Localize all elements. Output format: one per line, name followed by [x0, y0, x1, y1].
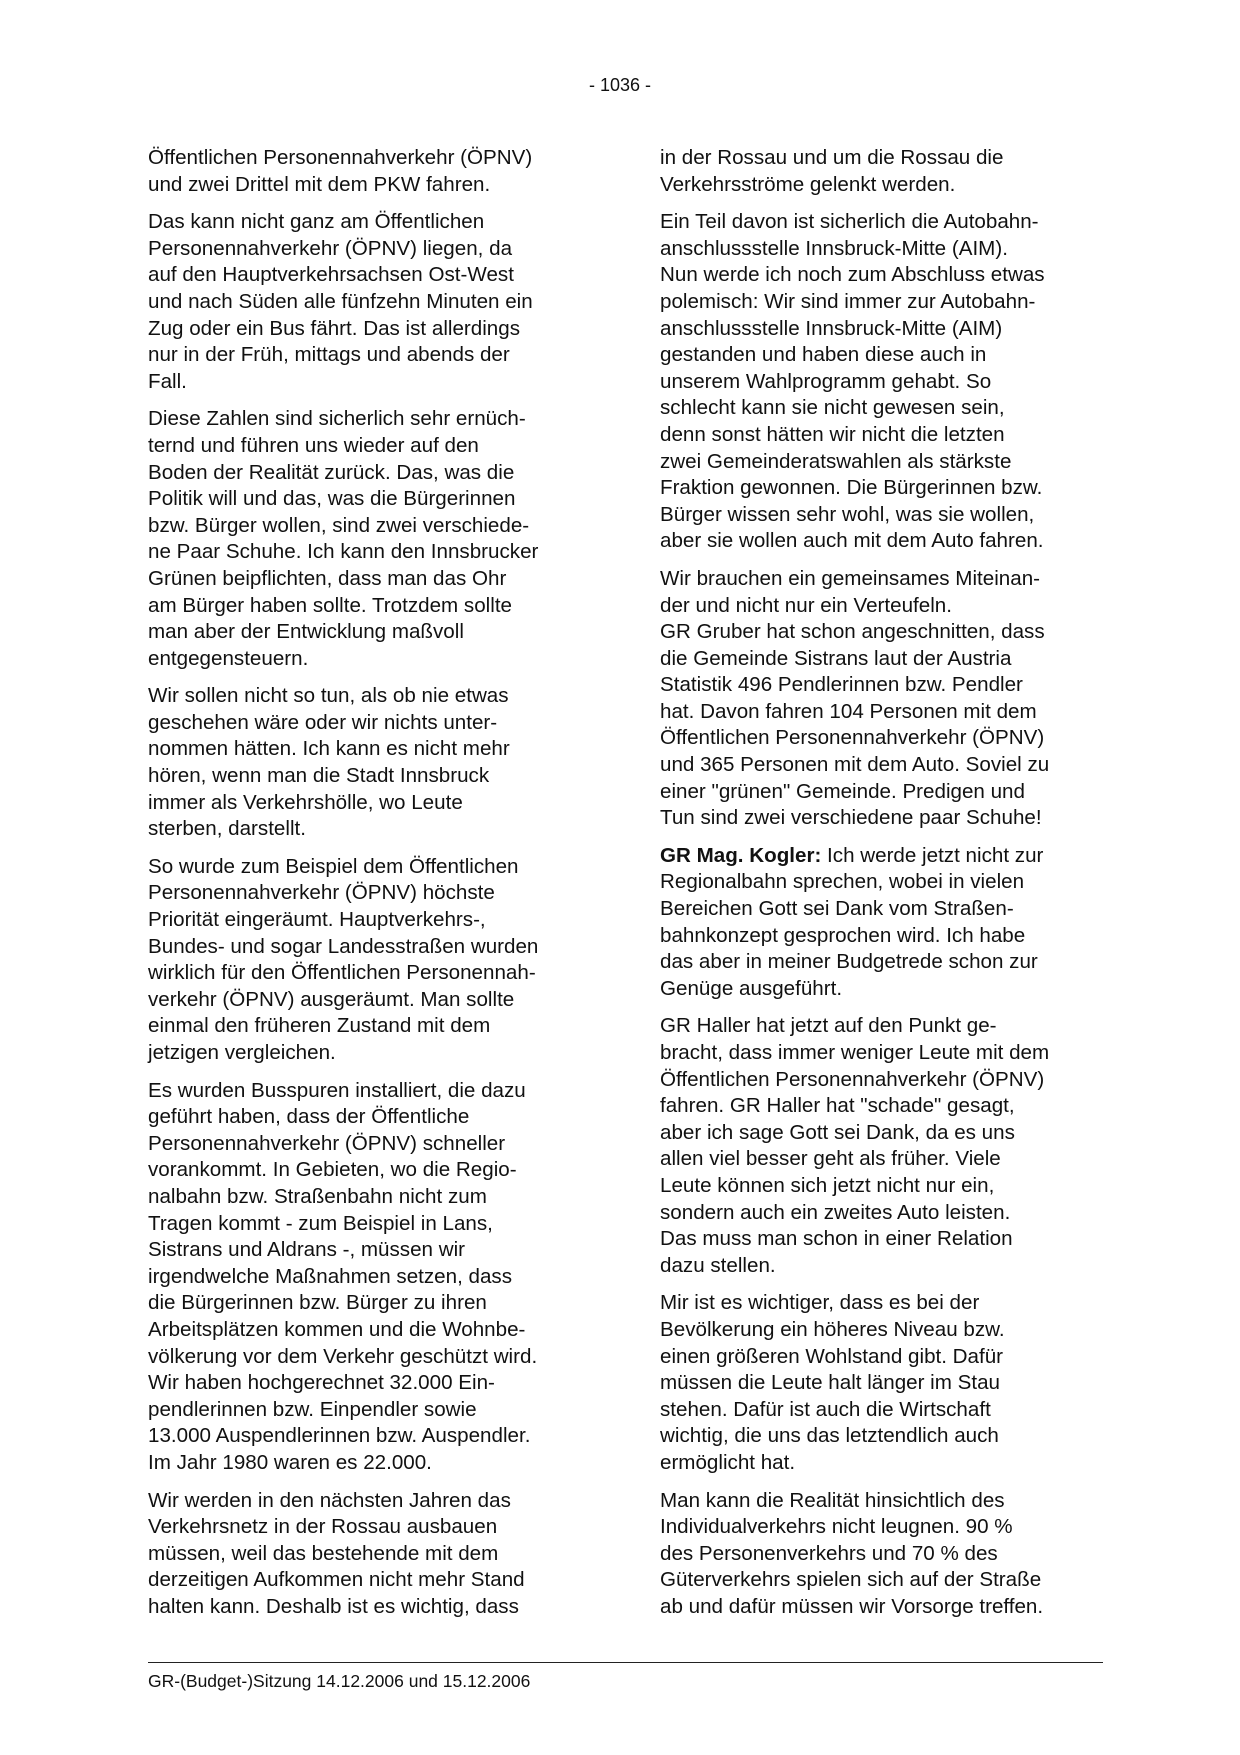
paragraph-line: Öffentlichen Personennahverkehr (ÖPNV) [660, 1067, 1045, 1091]
paragraph [660, 1290, 1104, 1476]
paragraph-line: Man kann die Realität hinsichtlich des [660, 1488, 1005, 1512]
paragraph [148, 1488, 590, 1621]
paragraph-line: Diese Zahlen sind sicherlich sehr ernüch- [148, 407, 526, 431]
paragraph-line: GR Haller hat jetzt auf den Punkt ge- [660, 1014, 997, 1038]
paragraph-line: gestanden und haben diese auch in [660, 343, 987, 367]
paragraph-line: anschlussstelle Innsbruck-Mitte (AIM) [660, 316, 1003, 340]
paragraph-line: unserem Wahlprogramm gehabt. So [660, 369, 992, 393]
paragraph-line: Bundes- und sogar Landesstraßen wurden [148, 934, 539, 958]
paragraph-line: Nun werde ich noch zum Abschluss etwas [660, 263, 1045, 287]
paragraph-line: Wir haben hochgerechnet 32.000 Ein- [148, 1371, 495, 1395]
paragraph-line: jetzigen vergleichen. [148, 1041, 336, 1064]
paragraph-line: fahren. GR Haller hat "schade" gesagt, [660, 1094, 1015, 1118]
paragraph-line: hören, wenn man die Stadt Innsbruck [148, 764, 490, 788]
paragraph-line: Bevölkerung ein höheres Niveau bzw. [660, 1317, 1005, 1341]
paragraph-line: Politik will und das, was die Bürgerinnen [148, 487, 516, 511]
footer-divider [148, 1662, 1103, 1663]
paragraph-line: Mir ist es wichtiger, dass es bei der [660, 1291, 980, 1315]
paragraph-line: stehen. Dafür ist auch die Wirtschaft [660, 1397, 991, 1421]
paragraph-line: Sistrans und Aldrans -, müssen wir [148, 1238, 466, 1262]
paragraph-line: Grünen beipflichten, dass man das Ohr [148, 566, 507, 590]
paragraph-line: Personennahverkehr (ÖPNV) liegen, da [148, 236, 513, 260]
paragraph-line: in der Rossau und um die Rossau die [660, 146, 1004, 169]
paragraph-line: Verkehrsströme gelenkt werden. [660, 172, 956, 196]
paragraph-line: Das kann nicht ganz am Öffentlichen [148, 210, 485, 234]
paragraph-line: Fall. [148, 369, 187, 393]
paragraph-line: Öffentlichen Personennahverkehr (ÖPNV) [660, 726, 1045, 750]
paragraph-line: nommen hätten. Ich kann es nicht mehr [148, 737, 510, 761]
paragraph-line: nalbahn bzw. Straßenbahn nicht zum [148, 1184, 487, 1208]
paragraph [660, 566, 1104, 832]
paragraph-line: einmal den früheren Zustand mit dem [148, 1014, 491, 1038]
paragraph-line: man aber der Entwicklung maßvoll [148, 620, 464, 644]
right-text-column [660, 145, 1104, 1631]
paragraph-line: Bereichen Gott sei Dank vom Straßen- [660, 897, 1014, 921]
paragraph [660, 1013, 1104, 1279]
paragraph-line: GR Gruber hat schon angeschnitten, dass [660, 620, 1045, 644]
paragraph-line: die Gemeinde Sistrans laut der Austria [660, 646, 1012, 670]
paragraph-line: halten kann. Deshalb ist es wichtig, dass [148, 1594, 519, 1618]
paragraph-line: wichtig, die uns das letztendlich auch [660, 1424, 999, 1448]
paragraph-line: geführt haben, dass der Öffentliche [148, 1105, 470, 1129]
paragraph-line: Das muss man schon in einer Relation [660, 1227, 1013, 1251]
paragraph-line: geschehen wäre oder wir nichts unter- [148, 710, 498, 734]
paragraph-line: völkerung vor dem Verkehr geschützt wird. [148, 1344, 538, 1368]
paragraph-line: Güterverkehrs spielen sich auf der Straße [660, 1568, 1042, 1592]
paragraph-line: entgegensteuern. [148, 646, 309, 670]
paragraph-line: die Bürgerinnen bzw. Bürger zu ihren [148, 1291, 487, 1315]
paragraph-line: und zwei Drittel mit dem PKW fahren. [148, 172, 491, 196]
paragraph-line: immer als Verkehrshölle, wo Leute [148, 790, 463, 814]
paragraph-line: anschlussstelle Innsbruck-Mitte (AIM). [660, 236, 1008, 260]
paragraph-line: sondern auch ein zweites Auto leisten. [660, 1200, 1011, 1224]
paragraph-line: hat. Davon fahren 104 Personen mit dem [660, 699, 1037, 723]
paragraph [148, 145, 590, 198]
paragraph-line: polemisch: Wir sind immer zur Autobahn- [660, 289, 1036, 313]
paragraph-line: Zug oder ein Bus fährt. Das ist allerdings [148, 316, 521, 340]
paragraph-line: derzeitigen Aufkommen nicht mehr Stand [148, 1568, 525, 1592]
paragraph-line: Fraktion gewonnen. Die Bürgerinnen bzw. [660, 476, 1043, 500]
paragraph-line: des Personenverkehrs und 70 % des [660, 1541, 998, 1565]
paragraph-line: Bürger wissen sehr wohl, was sie wollen, [660, 502, 1035, 526]
paragraph-line: ne Paar Schuhe. Ich kann den Innsbrucker [148, 540, 539, 564]
paragraph-line: Individualverkehrs nicht leugnen. 90 % [660, 1515, 1013, 1539]
paragraph-line: allen viel besser geht als früher. Viele [660, 1147, 1001, 1171]
paragraph-line: aber sie wollen auch mit dem Auto fahren. [660, 529, 1044, 553]
paragraph-line: vorankommt. In Gebieten, wo die Regio- [148, 1158, 517, 1182]
paragraph-line: Priorität eingeräumt. Hauptverkehrs-, [148, 908, 486, 932]
paragraph [148, 406, 590, 672]
paragraph-line: das aber in meiner Budgetrede schon zur [660, 950, 1038, 974]
paragraph-line: Wir sollen nicht so tun, als ob nie etwas [148, 684, 509, 708]
paragraph-line: Boden der Realität zurück. Das, was die [148, 460, 515, 484]
paragraph-line: Im Jahr 1980 waren es 22.000. [148, 1450, 432, 1474]
paragraph-line: Verkehrsnetz in der Rossau ausbauen [148, 1515, 498, 1539]
paragraph-line: aber ich sage Gott sei Dank, da es uns [660, 1120, 1015, 1144]
paragraph-line: 13.000 Auspendlerinnen bzw. Auspendler. [148, 1424, 531, 1448]
paragraph-line: ab und dafür müssen wir Vorsorge treffen. [660, 1594, 1044, 1618]
paragraph-line: bahnkonzept gesprochen wird. Ich habe [660, 923, 1026, 947]
paragraph-line: ternd und führen uns wieder auf den [148, 433, 479, 457]
paragraph-line: Genüge ausgeführt. [660, 976, 843, 1000]
paragraph-line: schlecht kann sie nicht gewesen sein, [660, 396, 1005, 420]
paragraph-line: Statistik 496 Pendlerinnen bzw. Pendler [660, 673, 1023, 697]
paragraph-line [660, 843, 1104, 870]
paragraph-line: auf den Hauptverkehrsachsen Ost-West [148, 263, 514, 287]
paragraph-line: ermöglicht hat. [660, 1450, 796, 1474]
paragraph-line: irgendwelche Maßnahmen setzen, dass [148, 1264, 513, 1288]
paragraph [148, 1078, 590, 1477]
paragraph [660, 209, 1104, 555]
speaker-name: GR Mag. Kogler: [660, 843, 822, 867]
paragraph-line: und nach Süden alle fünfzehn Minuten ein [148, 289, 533, 313]
footer-session-title: GR-(Budget-)Sitzung 14.12.2006 und 15.12.2006 [148, 1671, 531, 1691]
paragraph-line: der und nicht nur ein Verteufeln. [660, 593, 952, 617]
paragraph-line: Arbeitsplätzen kommen und die Wohnbe- [148, 1317, 526, 1341]
paragraph [148, 209, 590, 395]
paragraph-line: Es wurden Busspuren installiert, die dazu [148, 1078, 526, 1102]
paragraph-line: pendlerinnen bzw. Einpendler sowie [148, 1397, 477, 1421]
paragraph-line: Personennahverkehr (ÖPNV) höchste [148, 881, 495, 905]
paragraph-line: einer "grünen" Gemeinde. Predigen und [660, 779, 1025, 803]
paragraph-line: Öffentlichen Personennahverkehr (ÖPNV) [148, 146, 533, 169]
paragraph [148, 683, 590, 843]
paragraph-line: Regionalbahn sprechen, wobei in vielen [660, 870, 1025, 894]
paragraph-line: denn sonst hätten wir nicht die letzten [660, 422, 1005, 446]
paragraph-line: am Bürger haben sollte. Trotzdem sollte [148, 593, 513, 617]
speaker-statement-start: Ich werde jetzt nicht zur [821, 843, 1044, 867]
paragraph-line: Ein Teil davon ist sicherlich die Autobahn- [660, 210, 1039, 234]
page-number: - 1036 - [588, 75, 652, 95]
paragraph-line: einen größeren Wohlstand gibt. Dafür [660, 1344, 1004, 1368]
paragraph-line: Wir brauchen ein gemeinsames Miteinan- [660, 566, 1041, 590]
paragraph-line: Leute können sich jetzt nicht nur ein, [660, 1173, 995, 1197]
paragraph-line: bracht, dass immer weniger Leute mit dem [660, 1041, 1050, 1064]
paragraph-line: sterben, darstellt. [148, 817, 306, 841]
paragraph [660, 843, 1104, 1003]
paragraph-line: Tragen kommt - zum Beispiel in Lans, [148, 1211, 493, 1235]
paragraph-line: zwei Gemeinderatswahlen als stärkste [660, 449, 1012, 473]
paragraph-line: und 365 Personen mit dem Auto. Soviel zu [660, 753, 1050, 777]
left-text-column [148, 145, 590, 1631]
paragraph-line: nur in der Früh, mittags und abends der [148, 343, 510, 367]
paragraph-line: müssen, weil das bestehende mit dem [148, 1541, 499, 1565]
paragraph-line: verkehr (ÖPNV) ausgeräumt. Man sollte [148, 987, 515, 1011]
paragraph-line: müssen die Leute halt länger im Stau [660, 1371, 1000, 1395]
paragraph-line: So wurde zum Beispiel dem Öffentlichen [148, 854, 519, 878]
paragraph-line: dazu stellen. [660, 1253, 776, 1277]
paragraph-line: Wir werden in den nächsten Jahren das [148, 1488, 511, 1512]
paragraph-line: Tun sind zwei verschiedene paar Schuhe! [660, 806, 1042, 830]
paragraph-line: wirklich für den Öffentlichen Personennah- [148, 961, 536, 985]
paragraph [660, 145, 1104, 198]
paragraph [148, 854, 590, 1067]
paragraph-line: bzw. Bürger wollen, sind zwei verschiede- [148, 513, 530, 537]
paragraph-line: Personennahverkehr (ÖPNV) schneller [148, 1131, 506, 1155]
paragraph [660, 1488, 1104, 1621]
